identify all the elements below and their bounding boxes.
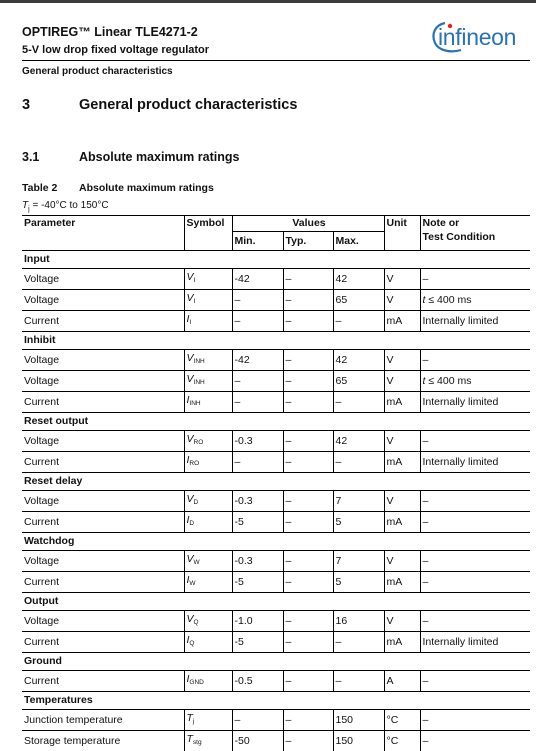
max-cell: 42 bbox=[333, 269, 384, 290]
absolute-maximum-ratings-table bbox=[22, 215, 530, 751]
note-cell: – bbox=[420, 731, 530, 751]
col-header-parameter: Parameter bbox=[22, 216, 184, 251]
table-row bbox=[22, 311, 530, 332]
note-cell: Internally limited bbox=[420, 392, 530, 413]
min-cell: – bbox=[232, 290, 283, 311]
table-caption: Absolute maximum ratings bbox=[79, 182, 214, 194]
typ-cell: – bbox=[283, 611, 333, 632]
parameter-cell: Voltage bbox=[22, 371, 184, 392]
table-row bbox=[22, 512, 530, 533]
min-cell: -50 bbox=[232, 731, 283, 751]
unit-cell: V bbox=[384, 269, 420, 290]
max-cell: – bbox=[333, 452, 384, 473]
symbol-cell: $V_I$ bbox=[184, 290, 232, 311]
min-cell: -5 bbox=[232, 632, 283, 653]
table-row bbox=[22, 671, 530, 692]
table-row bbox=[22, 551, 530, 572]
symbol-cell: $V_{INH}$ bbox=[184, 350, 232, 371]
min-cell: -0.3 bbox=[232, 491, 283, 512]
typ-cell: – bbox=[283, 731, 333, 751]
group-label: Watchdog bbox=[22, 533, 530, 551]
section-heading: General product characteristics bbox=[79, 97, 297, 113]
max-cell: 42 bbox=[333, 350, 384, 371]
typ-cell: – bbox=[283, 371, 333, 392]
symbol-cell: $I_Q$ bbox=[184, 632, 232, 653]
unit-cell: V bbox=[384, 551, 420, 572]
symbol-cell: $V_D$ bbox=[184, 491, 232, 512]
group-label: Temperatures bbox=[22, 692, 530, 710]
unit-cell: mA bbox=[384, 392, 420, 413]
table-row bbox=[22, 371, 530, 392]
table-row bbox=[22, 290, 530, 311]
note-cell: Internally limited bbox=[420, 632, 530, 653]
group-row bbox=[22, 653, 530, 671]
note-cell: – bbox=[420, 671, 530, 692]
parameter-cell: Current bbox=[22, 311, 184, 332]
top-rule bbox=[0, 0, 536, 3]
parameter-cell: Voltage bbox=[22, 269, 184, 290]
note-cell: – bbox=[420, 572, 530, 593]
min-cell: -0.3 bbox=[232, 431, 283, 452]
table-row bbox=[22, 269, 530, 290]
typ-cell: – bbox=[283, 491, 333, 512]
col-header-note: Note or Test Condition bbox=[420, 216, 530, 251]
max-cell: 7 bbox=[333, 491, 384, 512]
symbol-cell: $I_{RO}$ bbox=[184, 452, 232, 473]
unit-cell: mA bbox=[384, 512, 420, 533]
symbol-cell: $I_{INH}$ bbox=[184, 392, 232, 413]
min-cell: -5 bbox=[232, 512, 283, 533]
note-cell: – bbox=[420, 551, 530, 572]
note-cell: t ≤ 400 ms bbox=[420, 290, 530, 311]
typ-cell: – bbox=[283, 392, 333, 413]
min-cell: – bbox=[232, 371, 283, 392]
temperature-condition: $T_j = -40^\circ C$ to 150°C bbox=[22, 200, 109, 213]
min-cell: – bbox=[232, 311, 283, 332]
max-cell: 42 bbox=[333, 431, 384, 452]
min-cell: – bbox=[232, 710, 283, 731]
symbol-cell: $I_I$ bbox=[184, 311, 232, 332]
group-row bbox=[22, 533, 530, 551]
unit-cell: V bbox=[384, 431, 420, 452]
unit-cell: mA bbox=[384, 452, 420, 473]
min-cell: -0.3 bbox=[232, 551, 283, 572]
unit-cell: °C bbox=[384, 731, 420, 751]
typ-cell: – bbox=[283, 710, 333, 731]
parameter-cell: Storage temperature bbox=[22, 731, 184, 751]
min-cell: – bbox=[232, 392, 283, 413]
group-row bbox=[22, 332, 530, 350]
max-cell: 65 bbox=[333, 290, 384, 311]
unit-cell: V bbox=[384, 371, 420, 392]
typ-cell: – bbox=[283, 452, 333, 473]
group-row bbox=[22, 692, 530, 710]
symbol-cell: $V_W$ bbox=[184, 551, 232, 572]
min-cell: -5 bbox=[232, 572, 283, 593]
group-label: Reset output bbox=[22, 413, 530, 431]
max-cell: – bbox=[333, 632, 384, 653]
note-cell: – bbox=[420, 710, 530, 731]
symbol-cell: $T_j$ bbox=[184, 710, 232, 731]
col-header-typ: Typ. bbox=[283, 232, 333, 251]
table-row bbox=[22, 452, 530, 473]
symbol-cell: $V_I$ bbox=[184, 269, 232, 290]
parameter-cell: Voltage bbox=[22, 491, 184, 512]
group-row bbox=[22, 251, 530, 269]
parameter-cell: Current bbox=[22, 392, 184, 413]
typ-cell: – bbox=[283, 311, 333, 332]
parameter-cell: Voltage bbox=[22, 350, 184, 371]
table-row bbox=[22, 731, 530, 751]
min-cell: – bbox=[232, 452, 283, 473]
col-header-values: Values bbox=[232, 216, 384, 232]
symbol-cell: $I_W$ bbox=[184, 572, 232, 593]
symbol-cell: $V_{INH}$ bbox=[184, 371, 232, 392]
typ-cell: – bbox=[283, 572, 333, 593]
typ-cell: – bbox=[283, 290, 333, 311]
parameter-cell: Junction temperature bbox=[22, 710, 184, 731]
group-row bbox=[22, 413, 530, 431]
unit-cell: °C bbox=[384, 710, 420, 731]
max-cell: 65 bbox=[333, 371, 384, 392]
note-cell: Internally limited bbox=[420, 452, 530, 473]
group-label: Ground bbox=[22, 653, 530, 671]
parameter-cell: Current bbox=[22, 671, 184, 692]
note-cell: – bbox=[420, 491, 530, 512]
col-header-unit: Unit bbox=[384, 216, 420, 251]
max-cell: 16 bbox=[333, 611, 384, 632]
max-cell: – bbox=[333, 311, 384, 332]
table-row bbox=[22, 611, 530, 632]
note-cell: – bbox=[420, 350, 530, 371]
max-cell: 5 bbox=[333, 572, 384, 593]
group-label: Inhibit bbox=[22, 332, 530, 350]
group-label: Output bbox=[22, 593, 530, 611]
typ-cell: – bbox=[283, 632, 333, 653]
typ-cell: – bbox=[283, 551, 333, 572]
table-row bbox=[22, 491, 530, 512]
parameter-cell: Voltage bbox=[22, 431, 184, 452]
group-row bbox=[22, 593, 530, 611]
symbol-cell: $V_Q$ bbox=[184, 611, 232, 632]
symbol-cell: $T_{stg}$ bbox=[184, 731, 232, 751]
note-cell: Internally limited bbox=[420, 311, 530, 332]
table-row bbox=[22, 431, 530, 452]
symbol-cell: $I_{GND}$ bbox=[184, 671, 232, 692]
header-divider bbox=[22, 60, 530, 61]
running-section-title: General product characteristics bbox=[22, 66, 173, 77]
section-number: 3 bbox=[22, 97, 30, 113]
group-label: Reset delay bbox=[22, 473, 530, 491]
parameter-cell: Voltage bbox=[22, 611, 184, 632]
typ-cell: – bbox=[283, 269, 333, 290]
group-label: Input bbox=[22, 251, 530, 269]
parameter-cell: Voltage bbox=[22, 551, 184, 572]
table-row bbox=[22, 710, 530, 731]
note-cell: t ≤ 400 ms bbox=[420, 371, 530, 392]
max-cell: 150 bbox=[333, 731, 384, 751]
unit-cell: V bbox=[384, 611, 420, 632]
subsection-heading: Absolute maximum ratings bbox=[79, 150, 239, 164]
group-row bbox=[22, 473, 530, 491]
note-cell: – bbox=[420, 512, 530, 533]
max-cell: 5 bbox=[333, 512, 384, 533]
min-cell: -0.5 bbox=[232, 671, 283, 692]
min-cell: -42 bbox=[232, 269, 283, 290]
unit-cell: V bbox=[384, 290, 420, 311]
note-cell: – bbox=[420, 269, 530, 290]
infineon-logo bbox=[431, 20, 527, 54]
symbol-cell: $V_{RO}$ bbox=[184, 431, 232, 452]
parameter-cell: Current bbox=[22, 572, 184, 593]
table-row bbox=[22, 632, 530, 653]
note-cell: – bbox=[420, 611, 530, 632]
typ-cell: – bbox=[283, 671, 333, 692]
note-cell: – bbox=[420, 431, 530, 452]
max-cell: – bbox=[333, 671, 384, 692]
max-cell: 150 bbox=[333, 710, 384, 731]
parameter-cell: Current bbox=[22, 632, 184, 653]
max-cell: 7 bbox=[333, 551, 384, 572]
table-number: Table 2 bbox=[22, 182, 57, 194]
parameter-cell: Current bbox=[22, 512, 184, 533]
unit-cell: mA bbox=[384, 572, 420, 593]
document-title: OPTIREG™ Linear TLE4271-2 bbox=[22, 25, 198, 39]
typ-cell: – bbox=[283, 350, 333, 371]
unit-cell: V bbox=[384, 350, 420, 371]
max-cell: – bbox=[333, 392, 384, 413]
unit-cell: A bbox=[384, 671, 420, 692]
unit-cell: mA bbox=[384, 311, 420, 332]
unit-cell: V bbox=[384, 491, 420, 512]
logo-text: infineon bbox=[438, 24, 516, 51]
table-row bbox=[22, 350, 530, 371]
col-header-min: Min. bbox=[232, 232, 283, 251]
document-subtitle: 5-V low drop fixed voltage regulator bbox=[22, 44, 209, 56]
col-header-symbol: Symbol bbox=[184, 216, 232, 251]
parameter-cell: Current bbox=[22, 452, 184, 473]
symbol-cell: $I_D$ bbox=[184, 512, 232, 533]
unit-cell: mA bbox=[384, 632, 420, 653]
min-cell: -42 bbox=[232, 350, 283, 371]
table-row bbox=[22, 572, 530, 593]
typ-cell: – bbox=[283, 512, 333, 533]
parameter-cell: Voltage bbox=[22, 290, 184, 311]
typ-cell: – bbox=[283, 431, 333, 452]
table-row bbox=[22, 392, 530, 413]
col-header-max: Max. bbox=[333, 232, 384, 251]
subsection-number: 3.1 bbox=[22, 150, 39, 164]
min-cell: -1.0 bbox=[232, 611, 283, 632]
